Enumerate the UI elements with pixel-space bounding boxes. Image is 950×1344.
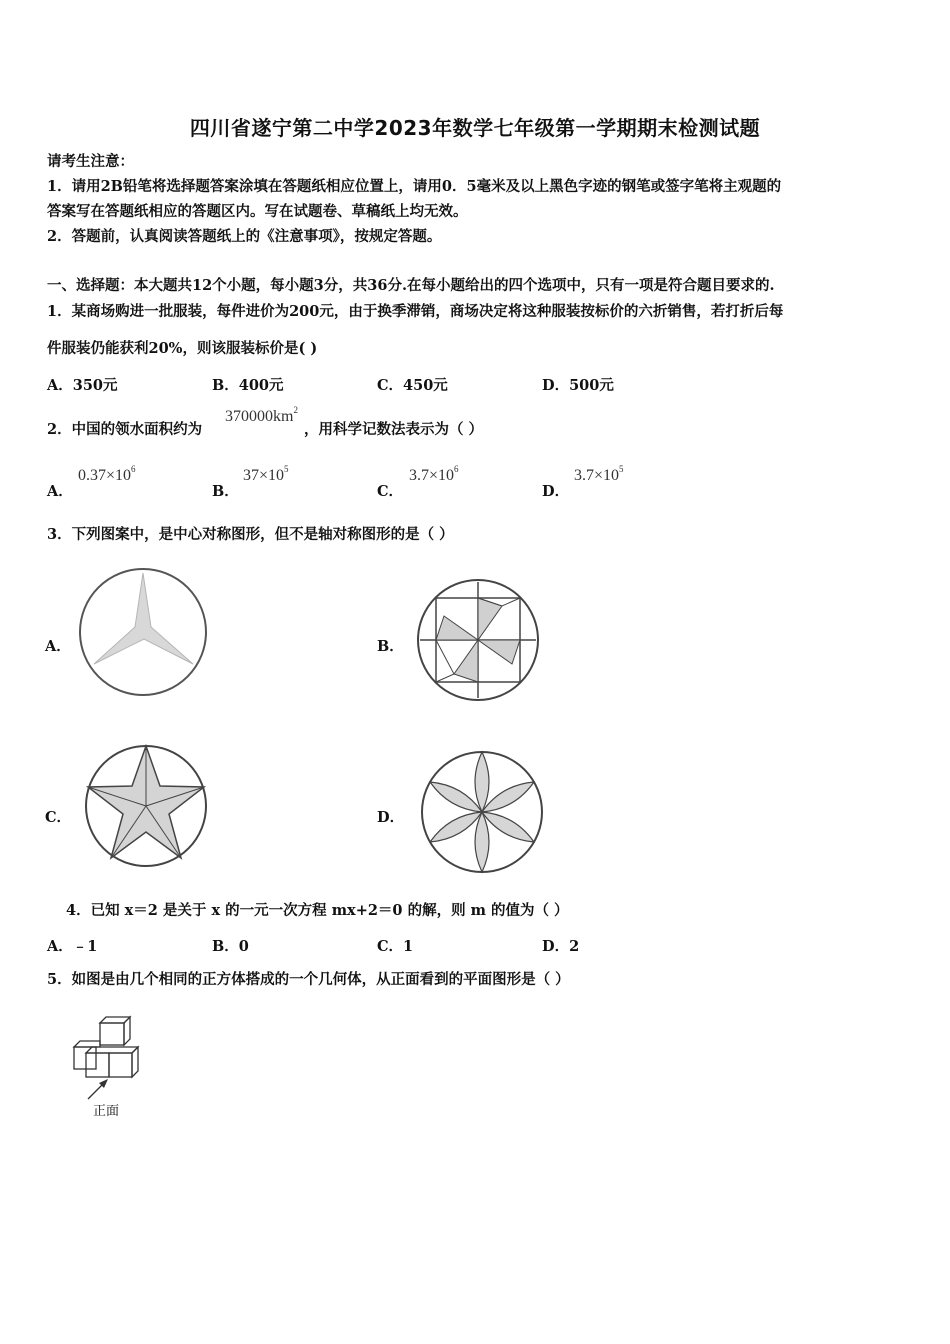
section-heading: 一、选择题：本大题共12个小题，每小题3分，共36分.在每小题给出的四个选项中，只有一项是符合题目要求的. [47, 277, 775, 294]
q4-option-d[interactable]: D．2 [542, 938, 580, 955]
front-direction-arrow-icon [84, 1077, 114, 1101]
q1-stem-line-2: 件服装仍能获利20%，则该服装标价是( ) [47, 340, 318, 357]
notice-line-2: 答案写在答题纸相应的答题区内。写在试题卷、草稿纸上均无效。 [47, 203, 468, 220]
q4-stem: 4．已知 x＝2 是关于 x 的一元一次方程 mx+2＝0 的解，则 m 的值为（ ） [66, 902, 569, 919]
q1-option-a[interactable]: A．350元 [47, 377, 118, 394]
q1-option-b[interactable]: B．400元 [212, 377, 284, 394]
q5-stem: 5．如图是由几个相同的正方体搭成的一个几何体，从正面看到的平面图形是（ ） [47, 971, 570, 988]
q2-stem-prefix: 2．中国的领水面积约为 [47, 421, 203, 438]
q2-option-b[interactable]: B． [212, 483, 239, 500]
q1-stem-line-1: 1．某商场购进一批服装，每件进价为200元，由于换季滞销，商场决定将这种服装按标价的六折销售，若打折后每 [47, 303, 784, 320]
notice-line-3: 2．答题前，认真阅读答题纸上的《注意事项》，按规定答题。 [47, 228, 442, 245]
q3-figure-d-flower [420, 750, 544, 874]
page-title: 四川省遂宁第二中学2023年数学七年级第一学期期末检测试题 [189, 116, 761, 140]
q4-option-a[interactable]: A．﹣1 [47, 938, 98, 955]
q3-figure-c-star [84, 744, 208, 868]
q4-option-c[interactable]: C．1 [377, 938, 414, 955]
q2-stem [47, 420, 202, 440]
q2-option-a-value: $0.37\times 10^6$ [78, 464, 136, 484]
q2-area-value: $370000km^2$ [225, 405, 298, 425]
q2-option-d-value: $3.7\times 10^5$ [574, 464, 624, 484]
q4-option-b[interactable]: B．0 [212, 938, 249, 955]
q3-stem: 3．下列图案中，是中心对称图形，但不是轴对称图形的是（ ） [47, 526, 454, 543]
q1-option-d[interactable]: D．500元 [542, 377, 614, 394]
q2-option-c-value: $3.7\times 10^6$ [409, 464, 459, 484]
q3-option-b[interactable]: B． [377, 638, 404, 655]
q3-figure-b-pinwheel [416, 578, 540, 702]
q3-option-d[interactable]: D． [377, 809, 405, 826]
q2-option-b-value: $37\times 10^5$ [243, 464, 289, 484]
q3-option-c[interactable]: C． [45, 809, 72, 826]
q1-option-c[interactable]: C．450元 [377, 377, 448, 394]
q3-figure-a-tristar [78, 567, 208, 697]
notice-heading: 请考生注意： [47, 153, 134, 170]
q2-option-a[interactable]: A． [47, 483, 73, 500]
q2-stem-suffix: ，用科学记数法表示为（ ） [304, 421, 484, 438]
q2-option-d[interactable]: D． [542, 483, 570, 500]
q5-front-label: 正面 [93, 1104, 120, 1119]
q2-option-c[interactable]: C． [377, 483, 404, 500]
notice-line-1: 1．请用2B铅笔将选择题答案涂填在答题纸相应位置上，请用0．5毫米及以上黑色字迹的钢笔或签字笔将主观题的 [47, 178, 782, 195]
q3-option-a[interactable]: A． [45, 638, 71, 655]
